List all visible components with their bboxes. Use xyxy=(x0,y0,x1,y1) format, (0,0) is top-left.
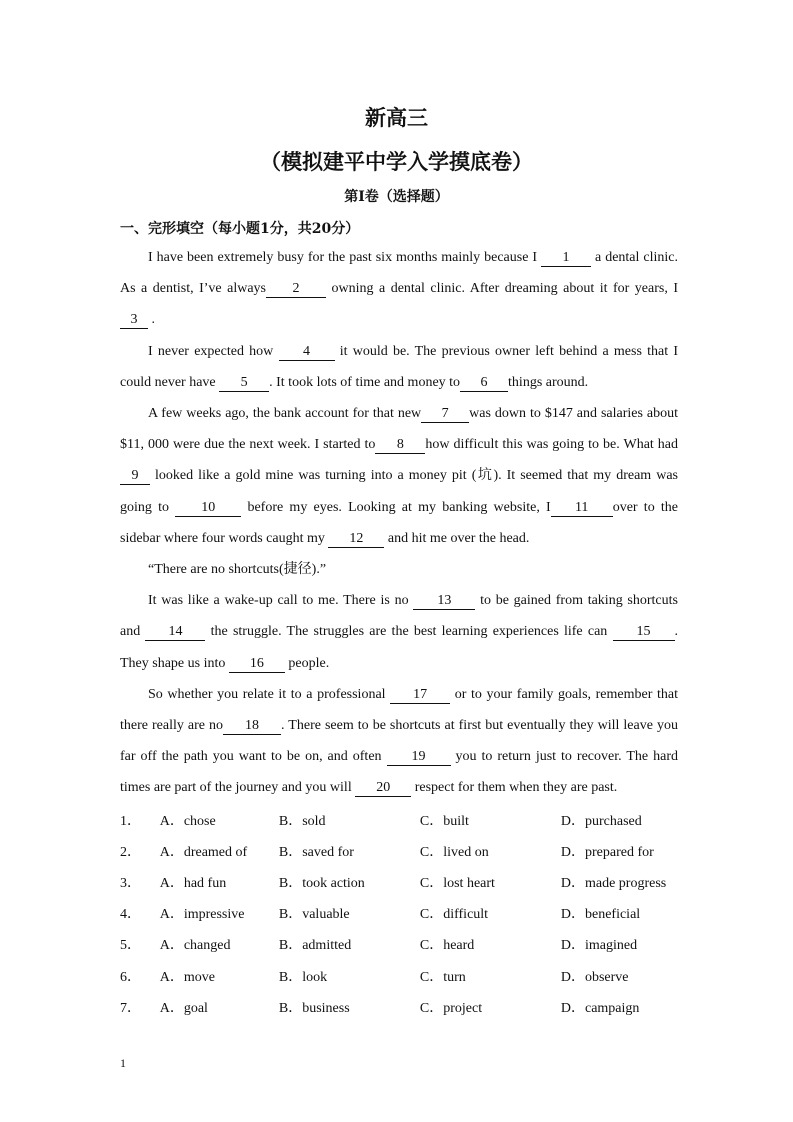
blank-11: 11 xyxy=(551,500,613,517)
passage-text: A few weeks ago, the bank account for that new xyxy=(148,406,422,422)
question-row xyxy=(120,835,680,866)
question-number: 6． xyxy=(120,969,141,985)
passage-text: It was like a wake-up call to me. There is no xyxy=(148,593,414,609)
option-b: B．saved for xyxy=(278,844,354,860)
blank-14: 14 xyxy=(145,624,205,641)
passage-text: respect for them when they are past. xyxy=(411,780,618,796)
option-d: D．observe xyxy=(560,969,629,985)
option-a: A．had fun xyxy=(159,875,227,891)
blank-10: 10 xyxy=(175,500,241,517)
question-row xyxy=(120,804,680,835)
passage-text: how difficult this was going to be. What had xyxy=(425,437,678,453)
blank-7: 7 xyxy=(421,406,469,423)
passage-text: . xyxy=(148,312,155,328)
blank-20: 20 xyxy=(355,780,411,797)
question-row xyxy=(120,898,680,929)
option-b: B．look xyxy=(278,969,328,985)
blank-16: 16 xyxy=(229,656,285,673)
paragraph-3 xyxy=(120,398,678,554)
answer-options xyxy=(120,804,680,1022)
option-a: A．changed xyxy=(159,938,231,954)
question-number: 4． xyxy=(120,907,141,923)
question-number: 3． xyxy=(120,875,141,891)
passage-text: or to your family goals, remember that there really are no xyxy=(120,686,678,734)
question-number: 5． xyxy=(120,938,141,954)
passage-text: before my eyes. Looking at my banking website, I xyxy=(241,499,551,515)
passage-text: things around. xyxy=(508,374,589,390)
option-b: B．valuable xyxy=(278,907,350,923)
question-row xyxy=(120,929,680,960)
option-a: A．goal xyxy=(159,1000,208,1016)
option-c: C．lived on xyxy=(419,844,489,860)
passage-text: “There are no shortcuts(捷径).” xyxy=(148,562,327,578)
option-a: A．dreamed of xyxy=(159,844,248,860)
passage-text: was down to $147 and salaries about $11, 000 were due the next week. I started to xyxy=(120,406,679,453)
cloze-passage xyxy=(120,242,678,804)
page-subtitle: （模拟建平中学入学摸底卷） xyxy=(260,149,533,174)
passage-text: over to the sidebar where four words caught my xyxy=(120,499,679,546)
question-row xyxy=(120,960,680,991)
option-d: D．made progress xyxy=(560,875,667,891)
option-d: D．imagined xyxy=(560,938,638,954)
passage-text: the struggle. The struggles are the best learning experiences life can xyxy=(205,624,613,640)
blank-4: 4 xyxy=(279,344,335,361)
passage-text: you to return just to recover. The hard times are part of the journey and you will xyxy=(120,749,678,796)
blank-15: 15 xyxy=(613,624,675,641)
passage-text: owning a dental clinic. After dreaming about it for years, I xyxy=(326,281,678,297)
blank-18: 18 xyxy=(223,718,281,735)
passage-text: a dental clinic. As a dentist, I’ve always xyxy=(120,250,678,297)
option-a: A．move xyxy=(159,969,215,985)
blank-2: 2 xyxy=(266,281,326,298)
option-a: A．chose xyxy=(159,813,216,829)
option-c: C．lost heart xyxy=(419,875,495,891)
option-c: C．built xyxy=(419,813,469,829)
question-number: 2． xyxy=(120,844,141,860)
passage-text: . There seem to be shortcuts at first but eventually they will leave you far off the path you want to be on, and often xyxy=(120,718,678,765)
paragraph-5 xyxy=(120,585,678,679)
blank-17: 17 xyxy=(390,687,450,704)
option-d: D．prepared for xyxy=(560,844,654,860)
passage-text: to be gained from taking shortcuts and xyxy=(120,593,678,640)
passage-text: looked like a gold mine was turning into a money pit (坑). It seemed that my dream was going to xyxy=(120,468,678,515)
question-row xyxy=(120,991,680,1022)
option-c: C．project xyxy=(419,1000,483,1016)
blank-3: 3 xyxy=(120,312,148,329)
question-number: 1． xyxy=(120,813,141,829)
passage-text: . They shape us into xyxy=(120,624,678,671)
blank-6: 6 xyxy=(460,375,508,392)
blank-1: 1 xyxy=(541,250,591,267)
blank-12: 12 xyxy=(328,531,384,548)
passage-text: people. xyxy=(284,655,330,671)
option-c: C．turn xyxy=(419,969,466,985)
option-c: C．difficult xyxy=(419,907,489,923)
passage-text: So whether you relate it to a professional xyxy=(148,686,391,702)
question-row xyxy=(120,866,680,897)
blank-13: 13 xyxy=(413,593,475,610)
page-number: 1 xyxy=(120,1056,126,1070)
passage-text: . It took lots of time and money to xyxy=(269,374,461,390)
option-b: B．business xyxy=(278,1000,350,1016)
paragraph-4 xyxy=(120,554,678,585)
option-d: D．purchased xyxy=(560,813,642,829)
blank-9: 9 xyxy=(120,468,150,485)
passage-text: I have been extremely busy for the past six months mainly because I xyxy=(148,250,542,265)
passage-text: I never expected how xyxy=(148,343,279,359)
blank-19: 19 xyxy=(387,749,451,766)
part-heading: 第I卷（选择题） xyxy=(344,189,449,205)
page-title: 新高三 xyxy=(365,105,428,130)
option-c: C．heard xyxy=(419,938,475,954)
question-number: 7． xyxy=(120,1000,141,1016)
option-d: D．campaign xyxy=(560,1000,640,1016)
option-b: B．admitted xyxy=(278,938,352,954)
paragraph-6 xyxy=(120,679,678,804)
blank-5: 5 xyxy=(219,375,269,392)
option-d: D．beneficial xyxy=(560,907,641,923)
passage-text: it would be. The previous owner left behind a mess that I could never have xyxy=(120,343,678,390)
blank-8: 8 xyxy=(375,437,425,454)
passage-text: and hit me over the head. xyxy=(384,530,530,546)
section-heading: 一、完形填空（每小题1分，共20分） xyxy=(120,221,360,237)
option-b: B．sold xyxy=(278,813,326,829)
paragraph-1 xyxy=(120,242,678,336)
option-b: B．took action xyxy=(278,875,365,891)
paragraph-2 xyxy=(120,336,678,398)
option-a: A．impressive xyxy=(159,907,245,923)
